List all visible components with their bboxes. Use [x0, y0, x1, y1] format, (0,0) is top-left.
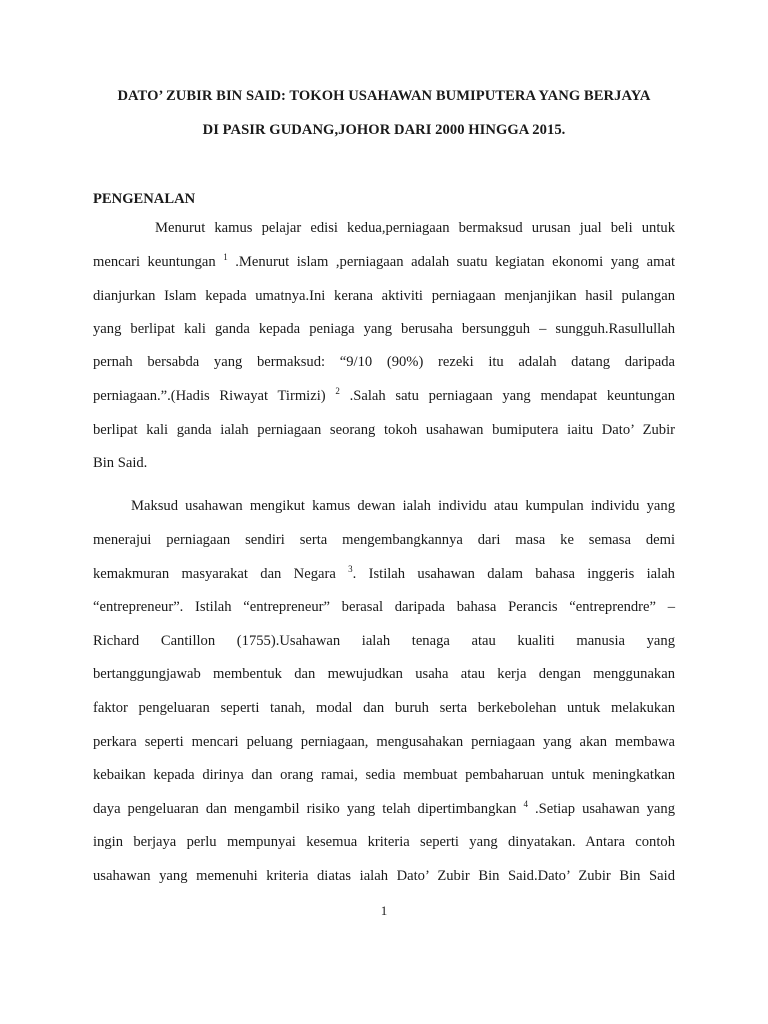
paragraph-2-line-8: perkara seperti mencari peluang perniagaan, mengusahakan perniagaan yang akan membawa [93, 734, 675, 750]
paragraph-2-line-5: Richard Cantillon (1755).Usahawan ialah tenaga atau kualiti manusia yang [93, 633, 675, 649]
document-title-line-2: DI PASIR GUDANG,JOHOR DARI 2000 HINGGA 2015. [202, 122, 566, 138]
footnote-ref-1: 1 [223, 252, 228, 262]
paragraph-2-line-7: faktor pengeluaran seperti tanah, modal dan buruh serta berkebolehan untuk melakukan [93, 700, 675, 716]
paragraph-1-line-6: perniagaan.”.(Hadis Riwayat Tirmizi) $^2$ .Salah satu perniagaan yang mendapat keuntungan [93, 386, 675, 404]
paragraph-1-line-4: yang berlipat kali ganda kepada peniaga yang berusaha bersungguh – sungguh.Rasullullah [93, 321, 675, 337]
paragraph-2-line-12: usahawan yang memenuhi kriteria diatas ialah Dato’ Zubir Bin Said.Dato’ Zubir Bin Said [93, 868, 675, 884]
paragraph-2-line-1: Maksud usahawan mengikut kamus dewan ialah individu atau kumpulan individu yang [131, 498, 675, 514]
paragraph-1-line-3: dianjurkan Islam kepada umatnya.Ini kerana aktiviti perniagaan menjanjikan hasil pulangan [93, 288, 675, 304]
paragraph-1-line-2: mencari keuntungan $^1$ .Menurut islam ,perniagaan adalah suatu kegiatan ekonomi yang amat [93, 252, 675, 270]
paragraph-2-line-10: daya pengeluaran dan mengambil risiko yang telah dipertimbangkan $^4$ .Setiap usahawan yang [93, 799, 675, 817]
document-title-line-1: DATO’ ZUBIR BIN SAID: TOKOH USAHAWAN BUMIPUTERA YANG BERJAYA [117, 88, 651, 104]
paragraph-2-line-6: bertanggungjawab membentuk dan mewujudkan usaha atau kerja dengan menggunakan [93, 666, 675, 682]
paragraph-1-line-1: Menurut kamus pelajar edisi kedua,perniagaan bermaksud urusan jual beli untuk [155, 220, 675, 236]
paragraph-2-line-11: ingin berjaya perlu mempunyai kesemua kriteria seperti yang dinyatakan. Antara contoh [93, 834, 675, 850]
footnote-ref-4: 4 [523, 799, 528, 809]
paragraph-2-line-4: “entrepreneur”. Istilah “entrepreneur” berasal daripada bahasa Perancis “entreprendre” – [93, 599, 675, 615]
section-heading: PENGENALAN [93, 191, 196, 207]
paragraph-2-line-3: kemakmuran masyarakat dan Negara $^3$. Istilah usahawan dalam bahasa inggeris ialah [93, 564, 675, 582]
footnote-ref-2: 2 [335, 386, 340, 396]
paragraph-2-line-9: kebaikan kepada dirinya dan orang ramai, sedia membuat pembaharuan untuk meningkatkan [93, 767, 675, 783]
footnote-ref-3: 3 [348, 564, 353, 574]
paragraph-1-line-7: berlipat kali ganda ialah perniagaan seorang tokoh usahawan bumiputera iaitu Dato’ Zubir [93, 422, 675, 438]
page-number: 1 [380, 903, 388, 918]
paragraph-2-line-2: menerajui perniagaan sendiri serta mengembangkannya dari masa ke semasa demi [93, 532, 675, 548]
paragraph-1-line-8: Bin Said. [93, 455, 148, 471]
paragraph-1-line-5: pernah bersabda yang bermaksud: “9/10 (90%) rezeki itu adalah datang daripada [93, 354, 675, 370]
